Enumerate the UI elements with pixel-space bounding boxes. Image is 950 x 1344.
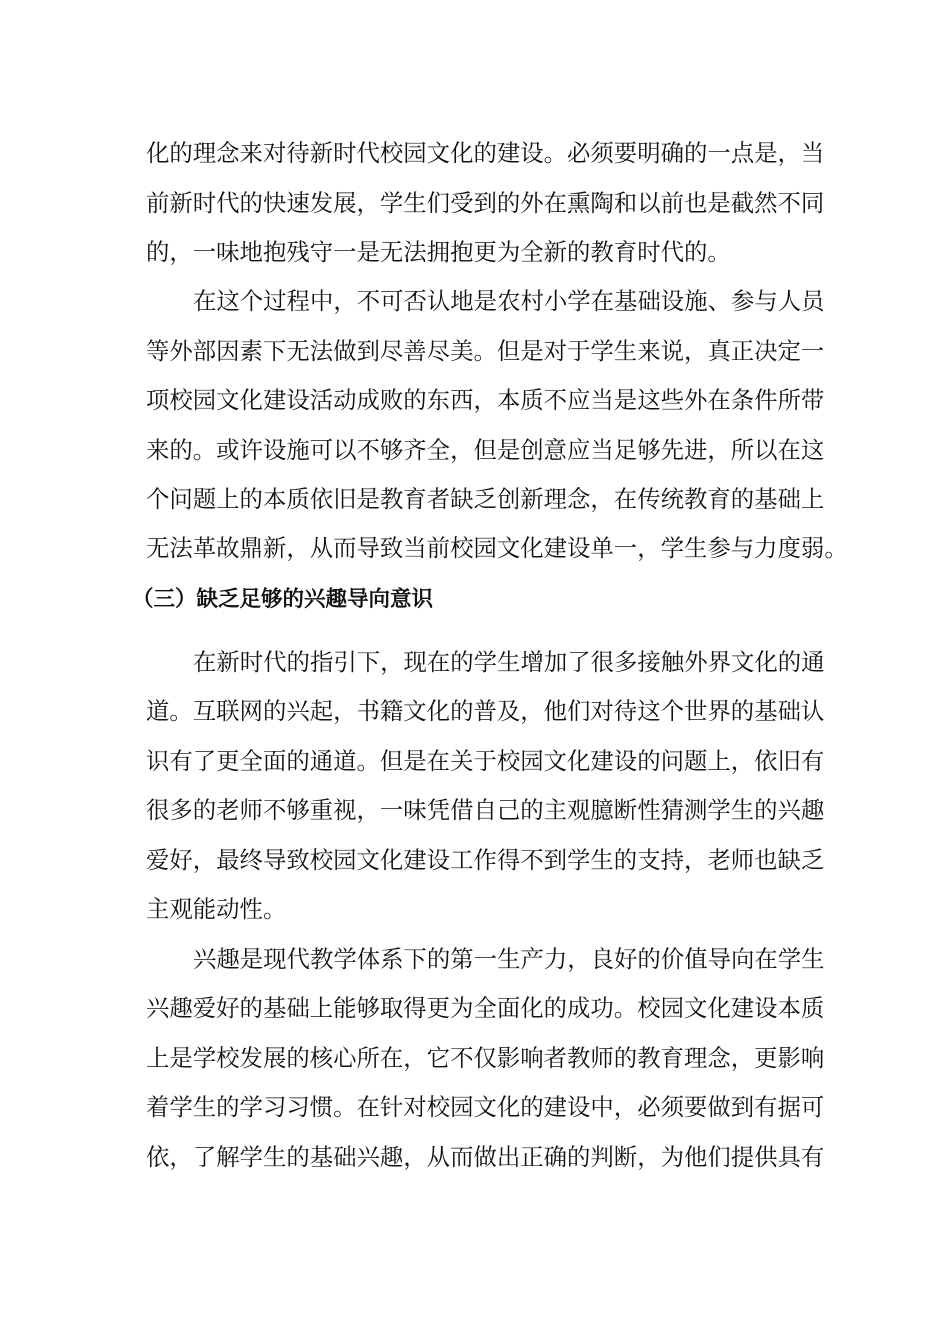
paragraph-line: 在这个过程中，不可否认地是农村小学在基础设施、参与人员 bbox=[193, 287, 825, 315]
paragraph-line: 主观能动性。 bbox=[146, 895, 287, 923]
paragraph-line: 来的。或许设施可以不够齐全，但是创意应当足够先进，所以在这 bbox=[146, 436, 825, 464]
paragraph-line: 着学生的学习习惯。在针对校园文化的建设中，必须要做到有据可 bbox=[146, 1093, 825, 1121]
paragraph-line: 依，了解学生的基础兴趣，从而做出正确的判断，为他们提供具有 bbox=[146, 1143, 825, 1171]
paragraph-line: 道。互联网的兴起，书籍文化的普及，他们对待这个世界的基础认 bbox=[146, 697, 825, 725]
paragraph-line: 很多的老师不够重视，一味凭借自己的主观臆断性猜测学生的兴趣 bbox=[146, 796, 825, 824]
paragraph-line: 个问题上的本质依旧是教育者缺乏创新理念，在传统教育的基础上 bbox=[146, 485, 825, 513]
paragraph-line: 兴趣是现代教学体系下的第一生产力，良好的价值导向在学生 bbox=[193, 945, 825, 973]
paragraph-line: 在新时代的指引下，现在的学生增加了很多接触外界文化的通 bbox=[193, 648, 825, 676]
paragraph-line: 前新时代的快速发展，学生们受到的外在熏陶和以前也是截然不同 bbox=[146, 189, 825, 217]
paragraph-line: 的，一味地抱残守一是无法拥抱更为全新的教育时代的。 bbox=[146, 238, 731, 266]
paragraph-line: 识有了更全面的通道。但是在关于校园文化建设的问题上，依旧有 bbox=[146, 747, 825, 775]
paragraph-line: 无法革故鼎新，从而导致当前校园文化建设单一，学生参与力度弱。 bbox=[146, 534, 848, 562]
paragraph-line: 爱好，最终导致校园文化建设工作得不到学生的支持，老师也缺乏 bbox=[146, 846, 825, 874]
paragraph-line: 等外部因素下无法做到尽善尽美。但是对于学生来说，真正决定一 bbox=[146, 337, 825, 365]
paragraph-line: 化的理念来对待新时代校园文化的建设。必须要明确的一点是，当 bbox=[146, 139, 825, 167]
paragraph-line: 上是学校发展的核心所在，它不仅影响者教师的教育理念，更影响 bbox=[146, 1044, 825, 1072]
paragraph-line: 兴趣爱好的基础上能够取得更为全面化的成功。校园文化建设本质 bbox=[146, 994, 825, 1022]
paragraph-line: 项校园文化建设活动成败的东西，本质不应当是这些外在条件所带 bbox=[146, 386, 825, 414]
section-heading: （三）缺乏足够的兴趣导向意识 bbox=[132, 587, 434, 612]
